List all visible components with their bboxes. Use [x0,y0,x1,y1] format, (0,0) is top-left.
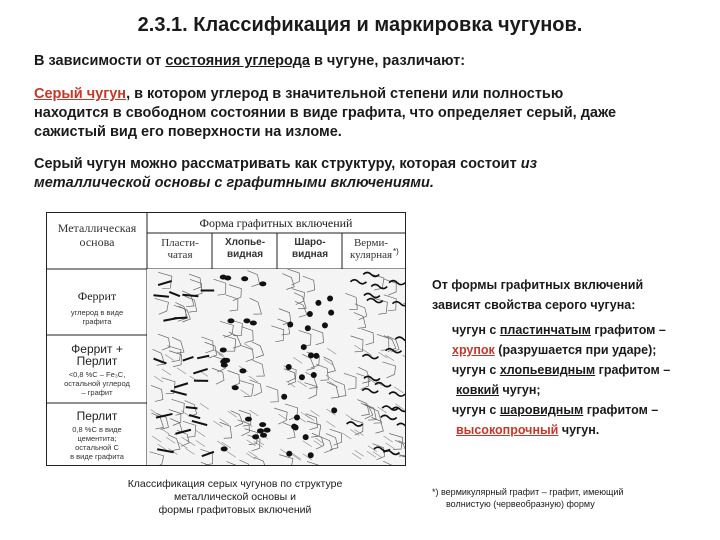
intro-text [34,52,694,71]
base-header-line2: основа [79,235,115,249]
col-header-plate [150,237,210,261]
graphite-temper-nodule [221,446,228,451]
graphite-spheroid [291,424,297,430]
right-heading [432,275,712,315]
row-fp-note [49,370,145,397]
footnote-l2: волнистую (червеобразную) форму [446,499,595,509]
row-ferrite [49,289,145,326]
row-fp-name-l2: Перлит [76,354,118,368]
row-fp-note-l3: – графит [81,388,113,397]
property-item-plate [452,320,717,360]
item0-pre: чугун с [452,323,500,337]
base-header-line1: Металлическая [57,221,137,235]
right-heading-l1: От формы графитных включений [432,278,644,292]
graphite-spheroid [281,394,287,400]
base-header [51,221,143,249]
graphite-spheroid [308,452,314,458]
graphite-temper-nodule [227,318,234,323]
item2-tail: чугун. [558,423,600,437]
col-verm-l1: Верми- [353,237,389,249]
gray-iron-definition [34,85,694,142]
row-fp-name [49,343,145,367]
row-ferrite-note-l1: углерод в виде [70,308,124,317]
graphite-temper-nodule [260,433,267,438]
col-header-vermicular [345,237,397,261]
structure-line1: Серый чугун можно рассматривать как структуру, которая состоит [34,156,521,172]
graphite-spheroid [307,311,313,317]
micro-background [147,269,405,465]
footnote-l1: *) вермикулярный графит – графит, имеющий [432,487,624,497]
graphite-temper-nodule [220,275,227,280]
col-flake-l2: видная [226,249,264,260]
item1-post: графитом – [595,363,671,377]
item2-pre: чугун с [452,403,500,417]
row-ferrite-name: Феррит [77,289,117,303]
graphite-temper-nodule [221,358,228,363]
graphite-spheroid [303,434,309,440]
col-sph-l2: видная [291,249,329,260]
gray-line3: сажистый вид его поверхности на изломе. [34,124,342,140]
item1-form: хлопьевидным [499,363,596,377]
graphite-spheroid [327,295,333,301]
graphite-temper-nodule [264,428,271,433]
graphite-spheroid [305,325,311,331]
row-pearlite-note-l1: 0,8 %С в виде [72,425,122,434]
item2-form: шаровидным [499,403,584,417]
graphite-spheroid [294,414,300,420]
intro-prefix: В зависимости от [34,53,166,69]
graphite-spheroid [286,451,292,457]
gray-line2: находится в свободном состоянии в виде графита, что определяет серый, даже [34,105,617,121]
col-header-spheroid [280,237,340,261]
row-pearlite-note [49,425,145,461]
table-caption [80,478,390,517]
forms-header: Форма графитных включений [199,216,353,230]
graphite-temper-nodule [259,281,266,286]
graphite-spheroid [287,322,293,328]
structure-line2: металлической основы с графитными включениями. [34,175,434,191]
row-ferrite-pearlite [49,343,145,397]
graphite-temper-nodule [245,417,252,422]
row-fp-note-l2: остальной углерод [64,379,130,388]
row-pearlite-note-l2: цементита; [77,434,117,443]
graphite-spheroid [328,310,334,316]
row-pearlite-name: Перлит [76,409,118,423]
gray-line1: , в котором углерод в значительной степени или полностью [126,86,564,102]
graphite-flake [186,407,198,408]
row-ferrite-note-l2: графита [82,317,112,326]
graphite-spheroid [311,372,317,378]
caption-l1: Классификация серых чугунов по структуре [127,478,343,490]
structure-line1-ital: из [520,156,537,172]
col-sph-l1: Шаро- [294,237,326,248]
gray-iron-term: Серый чугун [34,86,127,102]
graphite-temper-nodule [243,318,250,323]
right-heading-l2: зависят свойства серого чугуна: [432,298,636,312]
item0-tail: (разрушается при ударе); [494,343,657,357]
graphite-flake [174,318,188,319]
graphite-temper-nodule [250,320,257,325]
structure-text [34,155,694,193]
graphite-temper-nodule [257,428,264,433]
item2-prop: высокопрочный [456,423,559,437]
row-pearlite-note-l4: в виде графита [70,452,124,461]
slide-title: 2.3.1. Классификация и маркировка чугунов. [137,14,583,36]
graphite-spheroid [322,322,328,328]
graphite-spheroid [301,344,307,350]
row-pearlite [49,409,145,461]
graphite-spheroid [313,353,319,359]
graphite-temper-nodule [239,368,246,373]
item1-prop: ковкий [456,383,500,397]
graphite-temper-nodule [252,434,259,439]
graphite-temper-nodule [220,348,227,353]
caption-l3: формы графитовых включений [158,504,312,516]
item0-form: пластинчатым [499,323,591,337]
graphite-spheroid [331,407,337,413]
classification-table [46,212,406,466]
col-plate-l1: Пласти- [161,237,199,249]
item0-prop: хрупок [452,343,495,357]
col-plate-l2: чатая [167,249,193,261]
graphite-temper-nodule [232,385,239,390]
item1-tail: чугун; [499,383,541,397]
item0-post: графитом – [590,323,666,337]
item1-pre: чугун с [452,363,500,377]
col-header-flake [215,237,275,261]
intro-underlined: состояния углерода [165,53,310,69]
property-item-spheroid [452,400,717,440]
graphite-temper-nodule [221,363,228,368]
intro-suffix: в чугуне, различают: [309,53,466,69]
col-flake-l1: Хлопье- [224,237,266,248]
micrograph-grid [147,269,405,465]
property-item-flake [452,360,717,400]
row-fp-name-l1: Феррит + [71,342,123,356]
graphite-spheroid [299,374,305,380]
graphite-temper-nodule [259,422,266,427]
col-verm-l2: кулярная [349,249,393,261]
item2-post: графитом – [583,403,659,417]
row-fp-note-l1: <0,8 %С – Fe₃C, [68,370,126,379]
row-ferrite-note [49,308,145,326]
footnote [432,486,712,510]
caption-l2: металлической основы и [174,491,296,503]
row-pearlite-note-l3: остальной С [75,443,119,452]
footnote-mark: *) [393,247,399,256]
graphite-spheroid [315,300,321,306]
graphite-spheroid [286,364,292,370]
graphite-temper-nodule [241,276,248,281]
graphite-spheroid [308,352,314,358]
